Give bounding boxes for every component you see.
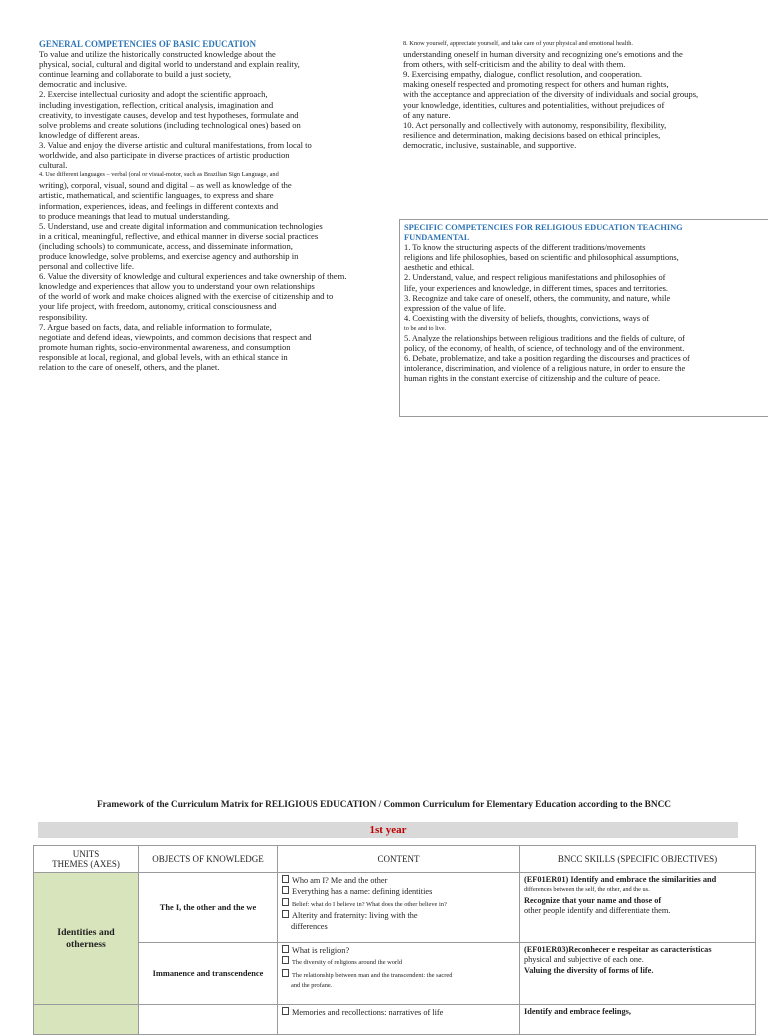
general-text-line: 10. Act personally and collectively with autonomy, responsibility, flexibility, (403, 119, 667, 130)
general-text-line: resilience and determination, making decisions based on ethical principles, (403, 129, 661, 140)
general-text-line: solve problems and create solutions (including technological ones) based on (39, 119, 301, 130)
object-cell: Immanence and transcendence (139, 943, 278, 1005)
general-text-line: 7. Argue based on facts, data, and reliable information to formulate, (39, 321, 272, 332)
table-row (34, 943, 756, 1005)
specific-competencies-box (399, 219, 768, 417)
general-text-line: worldwide, and also participate in diverse practices of artistic production (39, 150, 290, 161)
skill-line: other people identify and differentiate them. (524, 906, 671, 916)
specific-competencies-heading: SPECIFIC COMPETENCIES FOR RELIGIOUS EDUCATION TEACHING (404, 223, 683, 232)
header-units (34, 846, 139, 873)
checkbox-icon (282, 956, 289, 964)
general-text-line: democratic, inclusive, sustainable, and supportive. (403, 139, 577, 150)
skill-line: differences between the self, the other, and the us. (524, 886, 650, 894)
checkbox-icon (282, 898, 289, 906)
content-item-continued: and the profane. (291, 982, 333, 990)
checkbox-icon (282, 910, 289, 918)
skill-line: Recognize that your name and those of (524, 895, 662, 905)
framework-title: Framework of the Curriculum Matrix for RELIGIOUS EDUCATION / Common Curriculum for Elementary Education according to the BNCC (96, 800, 672, 810)
specific-text-line: life, your experiences and knowledge, in different times, spaces and territories. (404, 283, 669, 293)
header-units-line1: UNITS (72, 849, 100, 859)
unit-cell (34, 1005, 139, 1035)
skill-cell (520, 1005, 756, 1035)
skill-cell (520, 873, 756, 943)
content-cell (278, 873, 520, 943)
general-competencies-section (39, 39, 374, 372)
checkbox-icon (282, 1007, 289, 1015)
general-text-line: including investigation, reflection, critical analysis, imagination and (39, 99, 274, 110)
specific-text-line: 1. To know the structuring aspects of the different traditions/movements (404, 243, 646, 253)
content-item: Memories and recollections: narratives of life (282, 1007, 515, 1018)
general-text-line: produce knowledge, solve problems, and exercise agency and authorship in (39, 250, 299, 261)
general-text-line: democratic and inclusive. (39, 79, 128, 90)
general-text-line: responsibility. (39, 311, 88, 322)
specific-text-line: 3. Recognize and take care of oneself, others, the community, and nature, while (404, 293, 671, 303)
content-item: Who am I? Me and the other (282, 875, 515, 886)
general-text-line: 4. Use different languages – verbal (oral or visual-motor, such as Brazilian Sign Language, and (39, 171, 279, 179)
general-text-line: (including schools) to communicate, access, and disseminate information, (39, 240, 293, 251)
specific-text-line: to be and to live. (404, 324, 447, 332)
specific-text-line: 6. Debate, problematize, and take a position regarding the discourses and practices of (404, 354, 690, 364)
content-item: The relationship between man and the transcendent: the sacred (282, 969, 515, 981)
general-text-line: 3. Value and enjoy the diverse artistic and cultural manifestations, from local to (39, 139, 312, 150)
general-text-line: negotiate and defend ideas, viewpoints, and common decisions that respect and (39, 331, 312, 342)
specific-text-line: intolerance, discrimination, and violence of a religious nature, in order to ensure the (404, 364, 686, 374)
skill-line: physical and subjective of each one. (524, 955, 644, 965)
specific-text-line: policy, of the economy, of health, of science, of technology and of the environment. (404, 344, 685, 354)
general-text-line: with the acceptance and appreciation of the diversity of individuals and social groups, (403, 89, 699, 100)
content-item: Alterity and fraternity: living with the (282, 910, 515, 921)
general-text-line: relation to the care of oneself, others, and the planet. (39, 362, 220, 372)
skill-cell (520, 943, 756, 1005)
specific-text-line: religions and life philosophies, based on scientific and philosophical assumptions, (404, 253, 679, 263)
specific-text-line: 5. Analyze the relationships between religious traditions and the fields of culture, of (404, 334, 685, 344)
table-header-row (34, 846, 756, 873)
header-skills: BNCC SKILLS (SPECIFIC OBJECTIVES) (520, 846, 756, 873)
content-cell (278, 943, 520, 1005)
skill-line: (EF01ER01) Identify and embrace the similarities and (524, 875, 717, 884)
general-text-line: of any nature. (403, 109, 451, 120)
general-text-line: understanding oneself in human diversity and recognizing one's emotions and the (403, 49, 683, 60)
specific-competencies-heading-cont: FUNDAMENTAL (404, 233, 470, 243)
general-text-line: promote human rights, socio-environmental awareness, and consumption (39, 341, 291, 352)
general-text-line: making oneself respected and promoting respect for others and human rights, (403, 79, 669, 90)
content-cell (278, 1005, 520, 1035)
general-text-line: responsible at local, regional, and global levels, with an ethical stance in (39, 351, 288, 362)
curriculum-table (33, 845, 756, 1035)
general-text-line: in a critical, meaningful, reflective, and ethical manner in diverse social practices (39, 230, 319, 241)
general-text-line: 8. Know yourself, appreciate yourself, and take care of your physical and emotional health. (403, 40, 633, 47)
checkbox-icon (282, 886, 289, 894)
specific-text-line: aesthetic and ethical. (404, 263, 474, 273)
skill-line: (EF01ER03)Reconhecer e respeitar as características (524, 945, 712, 954)
checkbox-icon (282, 945, 289, 953)
general-text-line: information, experiences, ideas, and feelings in different contexts and (39, 200, 279, 211)
specific-text-line: 2. Understand, value, and respect religious manifestations and philosophies of (404, 273, 666, 283)
general-text-line: artistic, mathematical, and scientific languages, to express and share (39, 190, 274, 201)
specific-text-line: 4. Coexisting with the diversity of beliefs, thoughts, convictions, ways of (404, 313, 650, 323)
specific-text-line: human rights in the constant exercise of citizenship and the culture of peace. (404, 374, 661, 384)
general-text-line: from others, with self-criticism and the ability to deal with them. (403, 59, 626, 70)
general-text-line: To value and utilize the historically constructed knowledge about the (39, 49, 276, 60)
general-text-line: 6. Value the diversity of knowledge and cultural experiences and take ownership of them. (39, 271, 347, 282)
content-item: The diversity of religions around the world (282, 956, 515, 968)
general-text-line: 2. Exercise intellectual curiosity and adopt the scientific approach, (39, 89, 268, 100)
specific-text-line: expression of the value of life. (404, 303, 506, 313)
checkbox-icon (282, 875, 289, 883)
header-units-line2: THEMES (AXES) (52, 859, 120, 869)
general-text-line: continue learning and collaborate to build a just society, (39, 69, 232, 80)
general-text-line: knowledge of different areas. (39, 129, 140, 140)
general-competencies-continued (403, 39, 743, 150)
object-cell: The I, the other and the we (139, 873, 278, 943)
general-competencies-heading: GENERAL COMPETENCIES OF BASIC EDUCATION (39, 39, 256, 49)
general-text-line: of the world of work and make choices aligned with the exercise of citizenship and to (39, 291, 334, 302)
content-item: What is religion? (282, 945, 515, 956)
header-objects: OBJECTS OF KNOWLEDGE (139, 846, 278, 873)
general-text-line: writing), corporal, visual, sound and digital – as well as knowledge of the (39, 180, 292, 191)
content-item-continued: differences (291, 921, 328, 931)
content-item: Everything has a name: defining identities (282, 886, 515, 897)
general-text-line: your life project, with freedom, autonomy, critical consciousness and (39, 301, 277, 312)
general-text-line: physical, social, cultural and digital world to understand and explain reality, (39, 59, 300, 70)
unit-cell: Identities and otherness (34, 873, 139, 1005)
skill-line: Identify and embrace feelings, (524, 1007, 631, 1016)
table-row (34, 873, 756, 943)
table-row (34, 1005, 756, 1035)
general-text-line: cultural. (39, 160, 68, 171)
general-text-line: creativity, to investigate causes, develop and test hypotheses, formulate and (39, 109, 299, 120)
header-content: CONTENT (278, 846, 520, 873)
object-cell (139, 1005, 278, 1035)
general-text-line: knowledge and experiences that allow you to understand your own relationships (39, 281, 315, 292)
general-text-line: your knowledge, identities, cultures and potentialities, without prejudices of (403, 99, 665, 110)
skill-line: Valuing the diversity of forms of life. (524, 965, 654, 975)
content-item: Belief: what do I believe in? What does the other believe in? (282, 898, 515, 910)
general-text-line: personal and collective life. (39, 261, 134, 272)
general-text-line: to produce meanings that lead to mutual understanding. (39, 210, 230, 221)
general-text-line: 9. Exercising empathy, dialogue, conflict resolution, and cooperation. (403, 69, 643, 80)
year-banner: 1st year (38, 822, 738, 838)
checkbox-icon (282, 969, 289, 977)
general-text-line: 5. Understand, use and create digital information and communication technologies (39, 220, 323, 231)
